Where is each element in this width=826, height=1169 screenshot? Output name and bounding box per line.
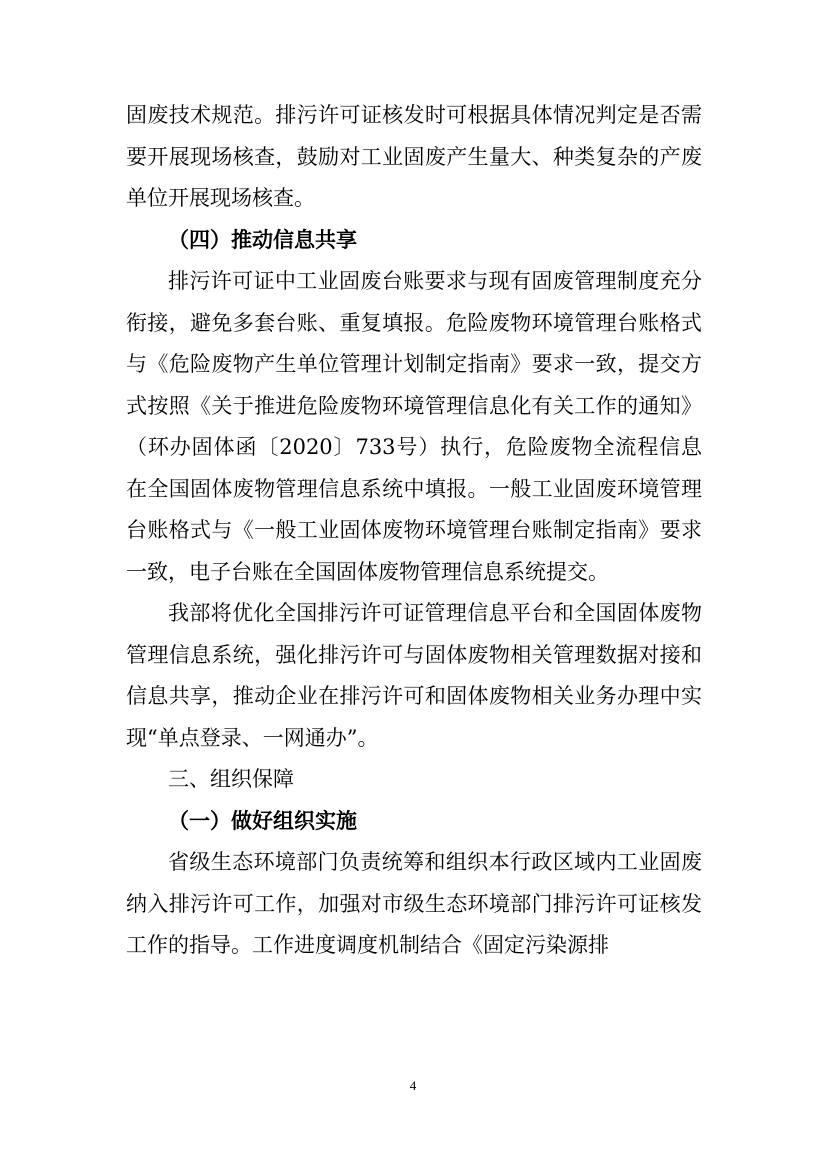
paragraph-ledger-requirements: 排污许可证中工业固废台账要求与现有固废管理制度充分衔接，避免多套台账、重复填报。危险废物环境管理台账格式与《危险废物产生单位管理计划制定指南》要求一致，提交方式按照《关于推进危险废物环境管理信息化有关工作的通知》（环办固体函〔2020〕733号）执行，危险废物全流程信息在全国固体废物管理信息系统中填报。一般工业固废环境管理台账格式与《一般工业固体废物环境管理台账制定指南》要求一致，电子台账在全国固体废物管理信息系统提交。 — [126, 269, 702, 584]
paragraph-platform-optimization: 我部将优化全国排污许可证管理信息平台和全国固体废物管理信息系统，强化排污许可与固体废物相关管理数据对接和信息共享，推动企业在排污许可和固体废物相关业务办理中实现“单点登录、一网通办”。 — [126, 601, 702, 750]
page-number: 4 — [409, 1078, 417, 1093]
subheading-implementation: （一）做好组织实施 — [168, 808, 357, 833]
paragraph-provincial-responsibility: 省级生态环境部门负责统筹和组织本行政区域内工业固废纳入排污许可工作，加强对市级生态环境部门排污许可证核发工作的指导。工作进度调度机制结合《固定污染源排 — [126, 850, 702, 957]
subheading-promote-info-sharing: （四）推动信息共享 — [168, 227, 357, 252]
paragraph-continuation: 固废技术规范。排污许可证核发时可根据具体情况判定是否需要开展现场核查，鼓励对工业固废产生量大、种类复杂的产废单位开展现场核查。 — [126, 103, 702, 210]
section-heading-organization: 三、组织保障 — [168, 767, 294, 791]
document-body — [126, 95, 702, 967]
